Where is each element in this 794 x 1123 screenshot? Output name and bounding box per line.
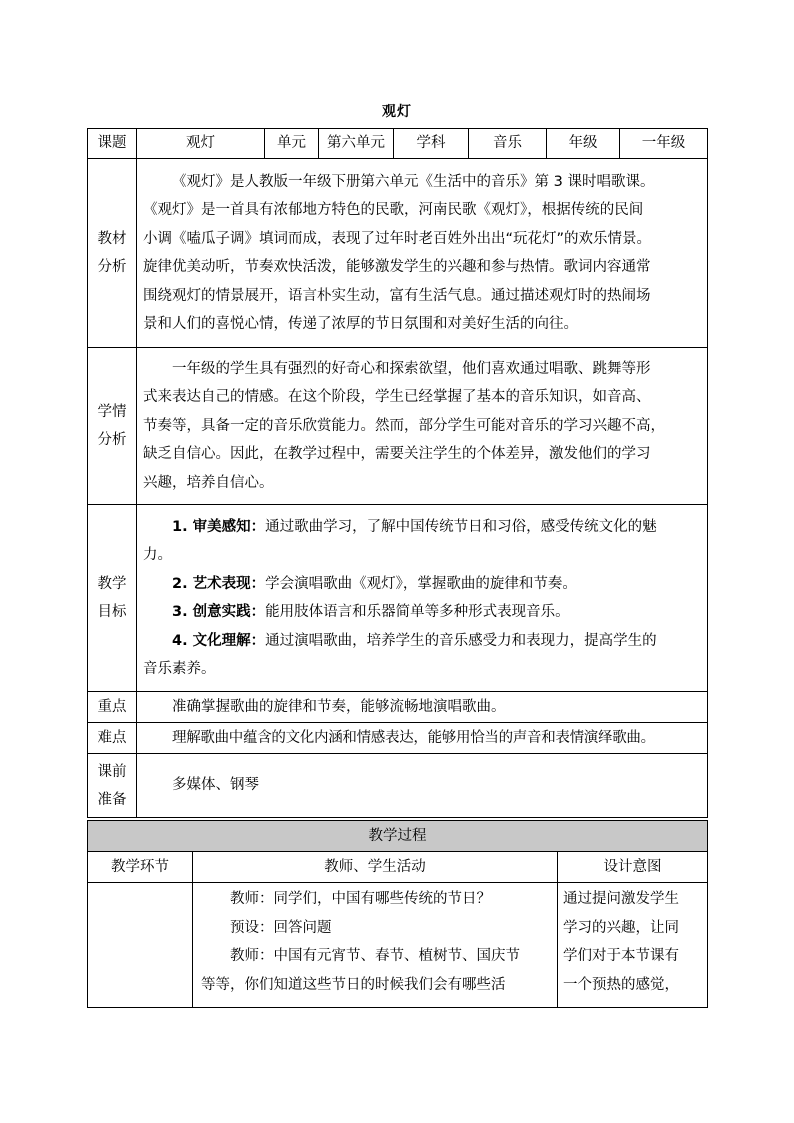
intent-cell xyxy=(558,883,708,1008)
goal-item xyxy=(143,627,703,656)
preparation-label xyxy=(88,754,137,818)
activity-cell xyxy=(193,883,558,1008)
activity-line: 教师：中国有元宵节、春节、植树节、国庆节 xyxy=(230,948,520,964)
stage-cell xyxy=(88,883,193,1008)
header-cell: 第六单元 xyxy=(319,129,394,159)
difficulty-row xyxy=(88,723,708,754)
teaching-process-table xyxy=(87,820,708,1008)
textbook-analysis-text xyxy=(137,159,708,348)
difficulty-text: 理解歌曲中蕴含的文化内涵和情感表达，能够用恰当的声音和表情演绎歌曲。 xyxy=(137,723,708,754)
header-row xyxy=(88,129,708,159)
label-text: 课前 xyxy=(97,763,127,780)
activity-line: 教师：同学们，中国有哪些传统的节日？ xyxy=(230,891,491,907)
lesson-info-table xyxy=(87,128,708,818)
header-cell: 课题 xyxy=(88,129,137,159)
key-point-text: 准确掌握歌曲的旋律和节奏，能够流畅地演唱歌曲。 xyxy=(137,692,708,723)
preparation-row xyxy=(88,754,708,818)
goal-text: 能用肢体语言和乐器简单等多种形式表现音乐。 xyxy=(265,604,570,620)
process-band-row xyxy=(88,821,708,852)
textbook-analysis-label xyxy=(88,159,137,348)
teaching-goals-label xyxy=(88,505,137,692)
goal-text: 通过演唱歌曲，培养学生的音乐感受力和表现力，提高学生的 xyxy=(265,632,657,649)
paragraph-line: 景和人们的喜悦心情，传递了浓厚的节日氛围和对美好生活的向往。 xyxy=(143,316,578,332)
process-band-title: 教学过程 xyxy=(88,821,708,852)
goal-item xyxy=(143,598,703,627)
student-analysis-row xyxy=(88,348,708,505)
goal-item xyxy=(143,513,703,542)
goal-heading: 3. 创意实践： xyxy=(172,604,266,620)
key-point-row xyxy=(88,692,708,723)
label-text: 目标 xyxy=(97,604,127,620)
student-analysis-text xyxy=(137,348,708,505)
column-header: 教师、学生活动 xyxy=(193,852,558,883)
process-header-row xyxy=(88,852,708,883)
header-cell: 音乐 xyxy=(469,129,547,159)
header-cell: 学科 xyxy=(394,129,469,159)
student-analysis-label xyxy=(88,348,137,505)
label-text: 学情 xyxy=(97,404,127,420)
header-cell: 单元 xyxy=(265,129,319,159)
key-point-label: 重点 xyxy=(88,692,137,723)
paragraph-line: 小调《嗑瓜子调》填词而成，表现了过年时老百姓外出出“玩花灯”的欢乐情景。 xyxy=(143,230,652,247)
preparation-text: 多媒体、钢琴 xyxy=(137,754,708,818)
process-row xyxy=(88,883,708,1008)
intent-line: 学习的兴趣，让同 xyxy=(563,919,679,936)
label-text: 准备 xyxy=(97,791,127,808)
paragraph-line: 围绕观灯的情景展开，语言朴实生动，富有生活气息。通过描述观灯时的热闹场 xyxy=(143,287,651,304)
intent-line: 一个预热的感觉， xyxy=(563,976,679,993)
paragraph-line: 旋律优美动听，节奏欢快活泼，能够激发学生的兴趣和参与热情。歌词内容通常 xyxy=(143,259,651,275)
label-text: 教材 xyxy=(97,231,127,247)
activity-line: 等等，你们知道这些节日的时候我们会有哪些活 xyxy=(201,976,506,993)
teaching-goals-text xyxy=(137,505,708,692)
teaching-goals-row xyxy=(88,505,708,692)
goal-heading: 1. 审美感知： xyxy=(172,518,266,535)
intent-line: 通过提问激发学生 xyxy=(563,891,679,907)
header-cell: 观灯 xyxy=(137,129,265,159)
paragraph-line: 兴趣，培养自信心。 xyxy=(143,474,274,491)
label-text: 分析 xyxy=(97,259,127,275)
intent-line: 学们对于本节课有 xyxy=(563,948,679,964)
paragraph-line: 缺乏自信心。因此，在教学过程中，需要关注学生的个体差异，激发他们的学习 xyxy=(143,446,651,463)
goal-continuation: 力。 xyxy=(143,547,172,563)
label-text: 教学 xyxy=(97,576,127,592)
goal-heading: 2. 艺术表现： xyxy=(172,575,266,592)
goal-item xyxy=(143,570,703,599)
paragraph-line: 式来表达自己的情感。在这个阶段，学生已经掌握了基本的音乐知识，如音高、 xyxy=(143,389,651,406)
paragraph-line: 一年级的学生具有强烈的好奇心和探索欲望，他们喜欢通过唱歌、跳舞等形 xyxy=(172,360,651,377)
paragraph-line: 《观灯》是一首具有浓郁地方特色的民歌，河南民歌《观灯》，根据传统的民间 xyxy=(143,202,644,218)
column-header: 教学环节 xyxy=(88,852,193,883)
document-title: 观灯 xyxy=(382,104,412,120)
goal-continuation: 音乐素养。 xyxy=(143,661,216,677)
difficulty-label: 难点 xyxy=(88,723,137,754)
paragraph-line: 《观灯》是人教版一年级下册第六单元《生活中的音乐》第 3 课时唱歌课。 xyxy=(172,173,655,190)
paragraph-line: 节奏等，具备一定的音乐欣赏能力。然而，部分学生可能对音乐的学习兴趣不高， xyxy=(143,417,665,434)
textbook-analysis-row xyxy=(88,159,708,348)
column-header: 设计意图 xyxy=(558,852,708,883)
header-cell: 年级 xyxy=(547,129,620,159)
goal-text: 学会演唱歌曲《观灯》，掌握歌曲的旋律和节奏。 xyxy=(265,575,577,592)
label-text: 分析 xyxy=(97,432,127,448)
goal-heading: 4. 文化理解： xyxy=(172,632,266,649)
header-cell: 一年级 xyxy=(620,129,708,159)
goal-text: 通过歌曲学习，了解中国传统节日和习俗，感受传统文化的魅 xyxy=(265,518,657,535)
activity-line: 预设：回答问题 xyxy=(230,919,332,936)
